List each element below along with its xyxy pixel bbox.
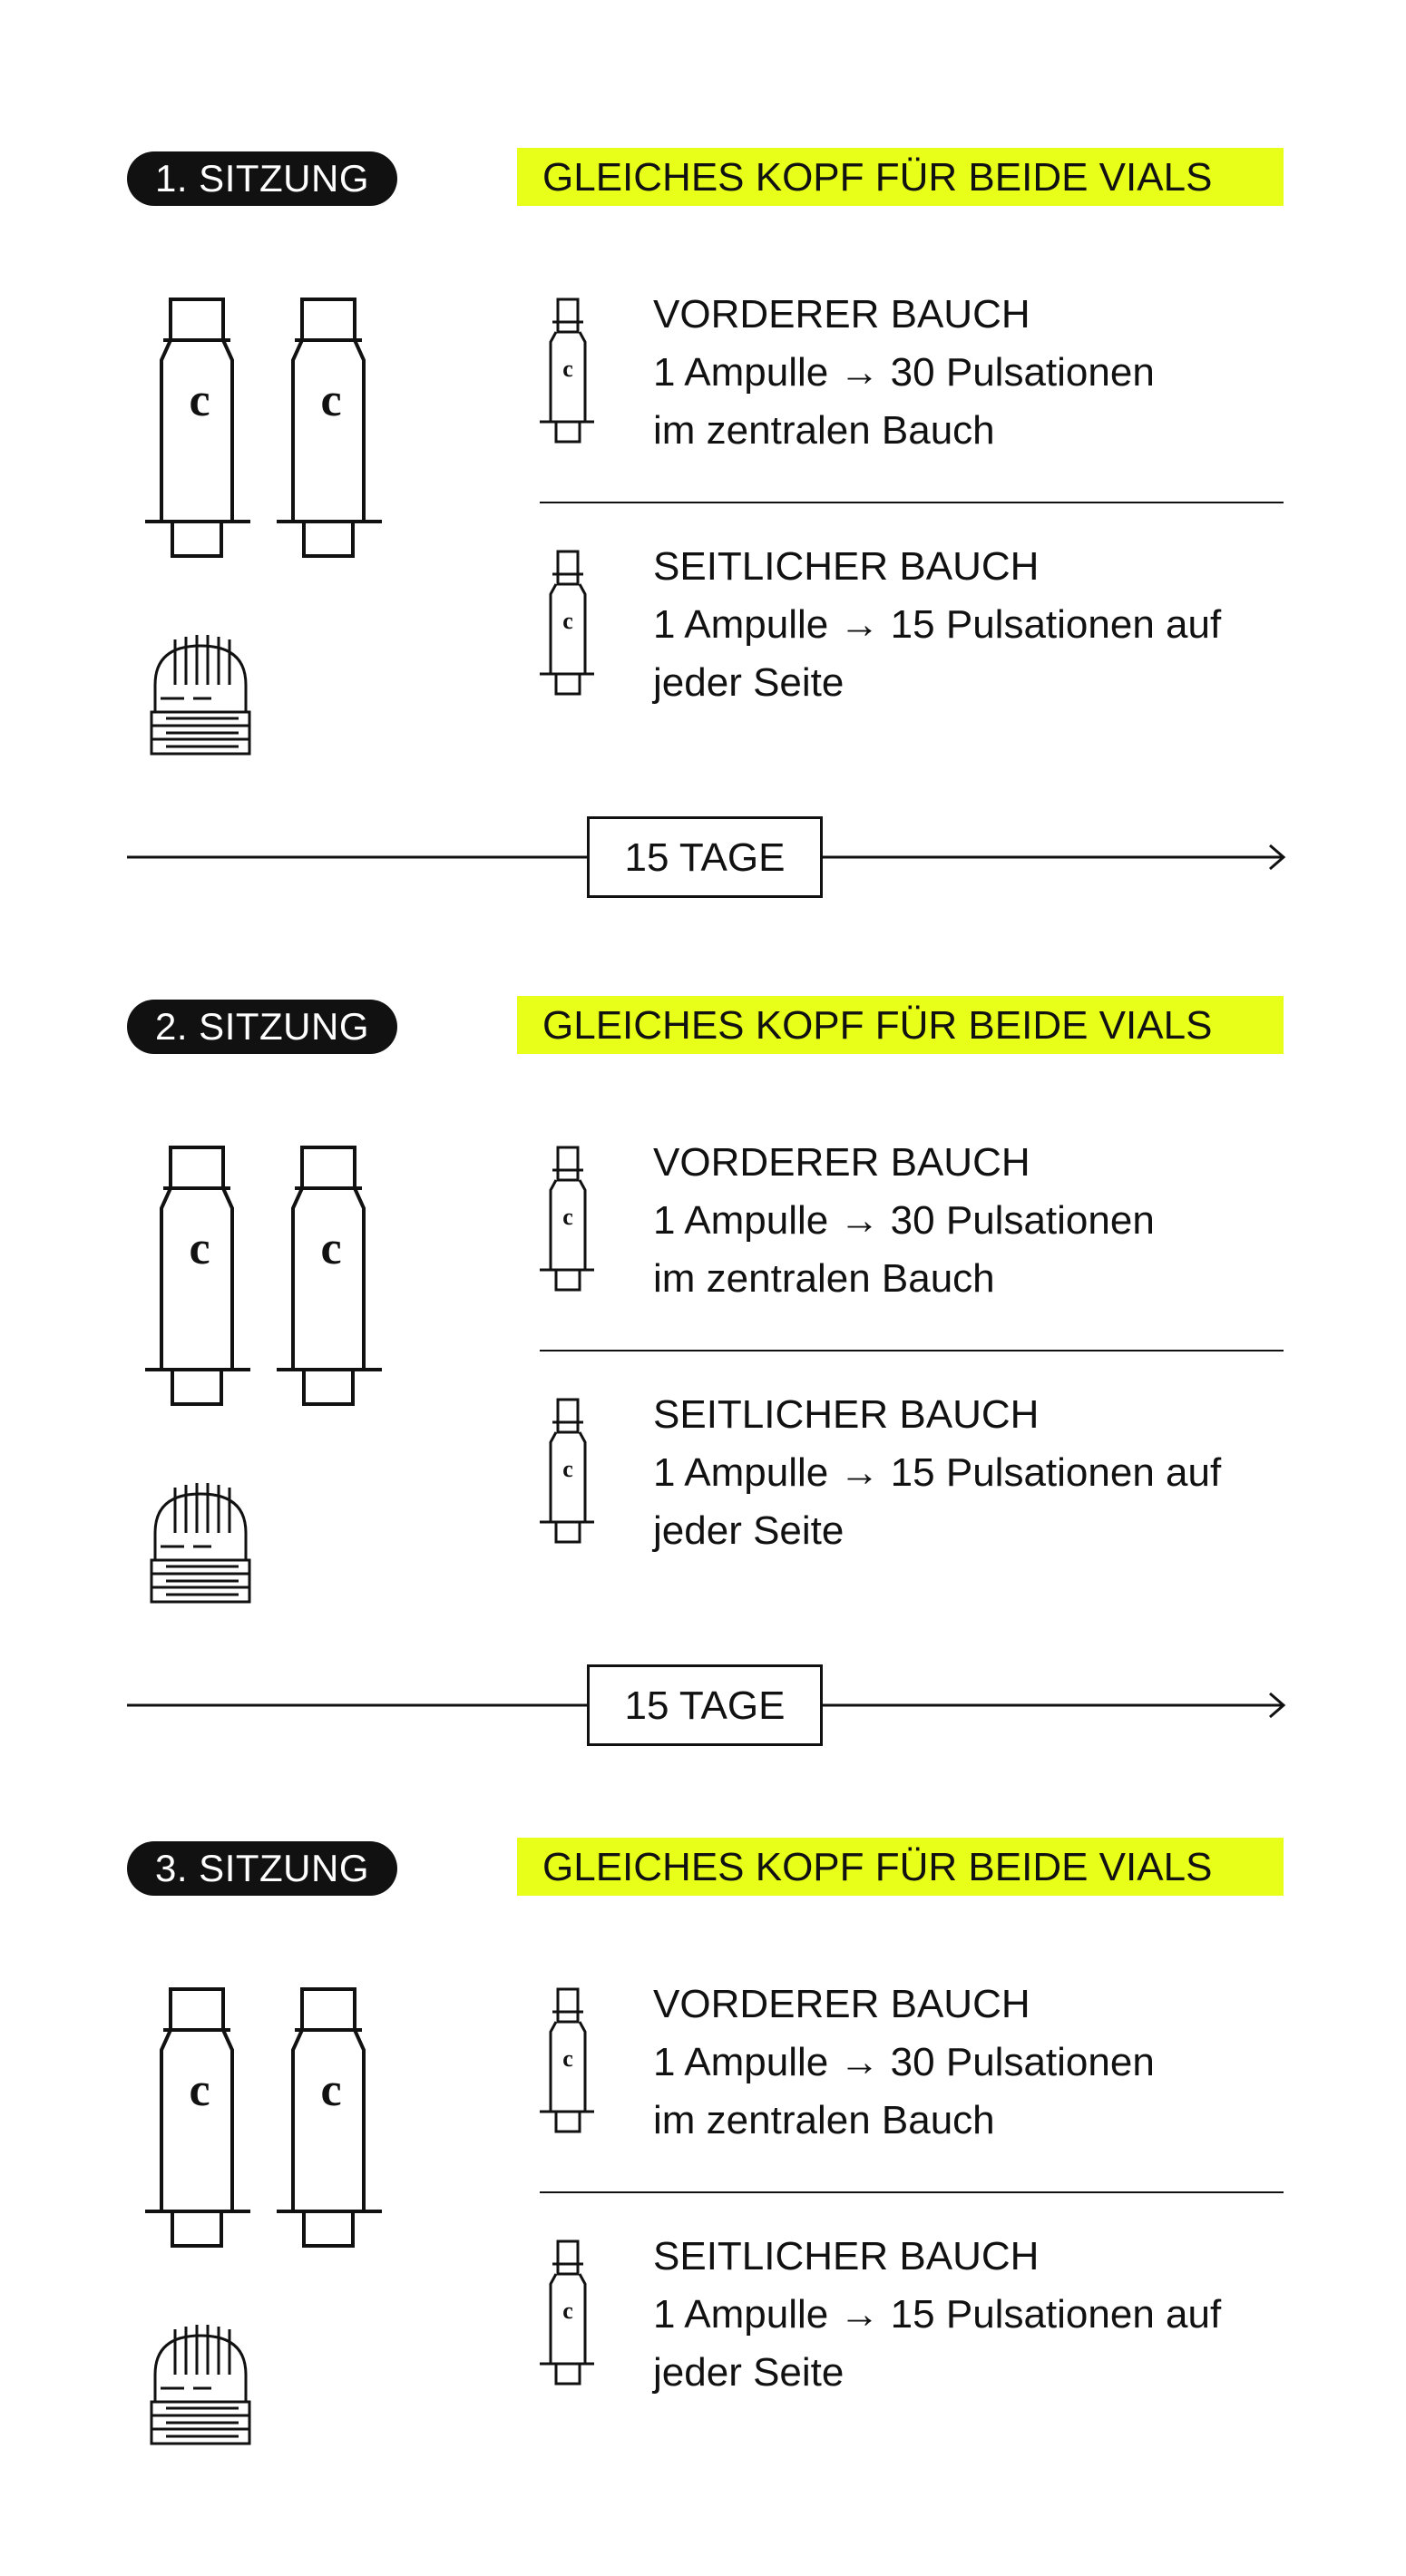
same-head-banner: GLEICHES KOPF FÜR BEIDE VIALS xyxy=(517,996,1284,1054)
session-label: 1. SITZUNG xyxy=(127,151,397,206)
divider xyxy=(540,1350,1284,1351)
small-vial-icon xyxy=(540,538,594,701)
side-line-1: 1 Ampulle → 15 Pulsationen auf xyxy=(653,2292,1222,2337)
front-line-2: im zentralen Bauch xyxy=(653,2098,995,2142)
svg-text:c: c xyxy=(562,2045,573,2072)
front-line-1: 1 Ampulle → 30 Pulsationen xyxy=(653,2040,1155,2084)
front-line-2: im zentralen Bauch xyxy=(653,408,995,453)
svg-text:c: c xyxy=(562,356,573,382)
divider xyxy=(540,502,1284,503)
side-title: SEITLICHER BAUCH xyxy=(653,544,1040,589)
front-abdomen-block xyxy=(540,1134,1293,1315)
side-title: SEITLICHER BAUCH xyxy=(653,1392,1040,1437)
svg-text:c: c xyxy=(562,2298,573,2324)
divider xyxy=(540,2191,1284,2193)
needle-head-icon xyxy=(148,2325,257,2461)
svg-text:c: c xyxy=(320,1223,342,1274)
front-abdomen-block xyxy=(540,286,1293,467)
front-title: VORDERER BAUCH xyxy=(653,1982,1030,2026)
session-1 xyxy=(0,0,1406,707)
side-abdomen-block xyxy=(540,2228,1293,2409)
small-vial-icon xyxy=(540,1134,594,1297)
small-vial-icon xyxy=(540,1976,594,2139)
svg-text:c: c xyxy=(189,2064,210,2116)
interval-label: 15 TAGE xyxy=(587,1664,823,1746)
side-abdomen-block xyxy=(540,538,1293,719)
small-vial-icon xyxy=(540,1386,594,1549)
side-line-1: 1 Ampulle → 15 Pulsationen auf xyxy=(653,602,1222,647)
session-2 xyxy=(0,848,1406,1556)
same-head-banner: GLEICHES KOPF FÜR BEIDE VIALS xyxy=(517,1838,1284,1896)
two-vials-icon xyxy=(143,1143,397,1415)
small-vial-icon xyxy=(540,286,594,449)
front-title: VORDERER BAUCH xyxy=(653,1140,1030,1185)
session-label: 3. SITZUNG xyxy=(127,1841,397,1896)
side-line-2: jeder Seite xyxy=(653,2350,845,2395)
front-line-2: im zentralen Bauch xyxy=(653,1256,995,1301)
side-line-1: 1 Ampulle → 15 Pulsationen auf xyxy=(653,1450,1222,1495)
interval-label: 15 TAGE xyxy=(587,816,823,898)
same-head-banner: GLEICHES KOPF FÜR BEIDE VIALS xyxy=(517,148,1284,206)
svg-text:c: c xyxy=(320,375,342,426)
front-title: VORDERER BAUCH xyxy=(653,292,1030,337)
two-vials-icon xyxy=(143,295,397,567)
svg-text:c: c xyxy=(562,1456,573,1482)
two-vials-icon xyxy=(143,1985,397,2257)
side-abdomen-block xyxy=(540,1386,1293,1567)
side-line-2: jeder Seite xyxy=(653,660,845,705)
svg-text:c: c xyxy=(189,375,210,426)
front-line-1: 1 Ampulle → 30 Pulsationen xyxy=(653,1198,1155,1243)
svg-text:c: c xyxy=(320,2064,342,2116)
needle-head-icon xyxy=(148,1483,257,1619)
svg-text:c: c xyxy=(562,1204,573,1230)
svg-text:c: c xyxy=(189,1223,210,1274)
front-line-1: 1 Ampulle → 30 Pulsationen xyxy=(653,350,1155,395)
needle-head-icon xyxy=(148,635,257,771)
svg-text:c: c xyxy=(562,608,573,634)
side-line-2: jeder Seite xyxy=(653,1508,845,1553)
small-vial-icon xyxy=(540,2228,594,2391)
side-title: SEITLICHER BAUCH xyxy=(653,2234,1040,2278)
front-abdomen-block xyxy=(540,1976,1293,2157)
session-label: 2. SITZUNG xyxy=(127,1000,397,1054)
session-3 xyxy=(0,1690,1406,2397)
